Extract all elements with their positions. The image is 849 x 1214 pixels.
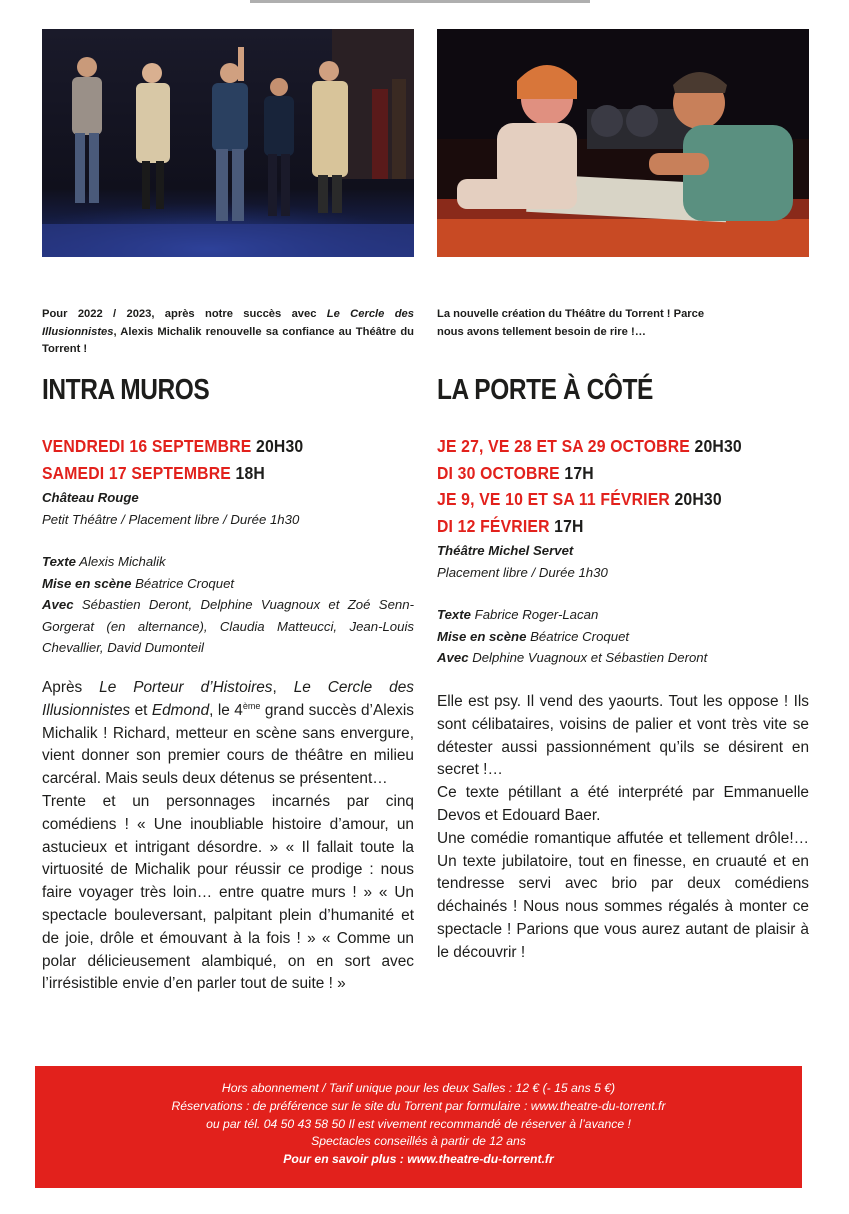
- phone-line: ou par tél. 04 50 43 58 50 Il est vivement recommandé de réserver à l’avance !: [206, 1116, 631, 1131]
- caption-intra-muros: Pour 2022 / 2023, après notre succès avec Le Cercle des Illusionnistes, Alexis Michalik renouvelle sa confiance au Théâtre du Torrent !: [42, 308, 415, 355]
- dates-block-la-porte-a-cote: [437, 433, 809, 669]
- description-paragraph: Ce texte pétillant a été interprété par Emmanuelle Devos et Edouard Baer.: [437, 784, 809, 824]
- pricing-line: Hors abonnement / Tarif unique pour les deux Salles : 12 € (- 15 ans 5 €): [221, 1081, 616, 1095]
- venue-intra-muros: Château Rouge Petit Théâtre / Placement libre / Durée 1h30: [42, 490, 300, 527]
- dates-block-intra-muros: [42, 433, 414, 659]
- credits-la-porte-a-cote: Texte Fabrice Roger-Lacan Mise en scène Béatrice Croquet Avec Delphine Vuagnoux et Sébastien Deront: [437, 607, 708, 665]
- description-paragraph: Elle est psy. Il vend des yaourts. Tout les oppose ! Ils sont célibataires, voisins de palier et vont très vite se détester aussi passionnément qu’ils se désirent en secret !…: [437, 693, 809, 779]
- description-paragraph: Trente et un personnages incarnés par cinq comédiens ! « Une inoubliable histoire d’amour, un astucieux et intrigant désordre. » « Il fallait toute la virtuosité de Michalik pour réussir ce prodige : nous faire voyager très loin… entre quatre murs ! » « Un spectacle bouleversant, palpitant plein d’humanité et de joie, drôle et émouvant à la fois ! » « Comme un polar délicieusement alambiqué, on en sort avec l’irrésistible envie d’en parler tout de suite ! »: [42, 792, 414, 993]
- more-info-link[interactable]: Pour en savoir plus : www.theatre-du-torrent.fr: [283, 1152, 554, 1167]
- date-line: JE 27, VE 28 ET SA 29 OCTOBRE 20H30: [437, 436, 742, 456]
- credits-intra-muros: Texte Alexis Michalik Mise en scène Béatrice Croquet Avec Sébastien Deront, Delphine Vuagnoux et Zoé Senn-Gorgerat (en alternance), Claudia Matteucci, Jean-Louis Chevallier, David Dumonteil: [42, 554, 414, 655]
- venue-la-porte-a-cote: Théâtre Michel Servet Placement libre / Durée 1h30: [437, 543, 608, 580]
- show-title-intra-muros: INTRA MUROS: [42, 374, 210, 406]
- description-paragraph: Une comédie romantique affutée et tellement drôle!… Un texte jubilatoire, tout en finesse, en cruauté et en tendresse servi avec brio par deux comédiens déchainés ! Nous nous sommes régalés à monter ce spectacle ! Parions que vous aurez autant de plaisir à le découvrir !: [437, 829, 809, 961]
- photo-intra-muros-cast: [42, 29, 414, 257]
- reservation-line: Réservations : de préférence sur le site du Torrent par formulaire : www.theatre-du-torrent.fr: [171, 1098, 666, 1113]
- date-line: DI 30 OCTOBRE 17H: [437, 462, 594, 483]
- caption-la-porte-a-cote: La nouvelle création du Théâtre du Torrent ! Parce nous avons tellement besoin de rire !…: [437, 308, 705, 338]
- show-column-la-porte-a-cote: [437, 0, 809, 1060]
- description-paragraph: Après Le Porteur d’Histoires, Le Cercle des Illusionnistes et Edmond, le 4ème grand succès d’Alexis Michalik ! Richard, metteur en scène sans envergure, vient donner son premier cours de théâtre en milieu carcéral. Mais seuls deux détenus se présentent…: [42, 679, 415, 788]
- date-line: DI 12 FÉVRIER 17H: [437, 515, 584, 536]
- info-banner: [35, 1066, 802, 1188]
- date-line: SAMEDI 17 SEPTEMBRE 18H: [42, 462, 265, 483]
- show-column-intra-muros: [42, 0, 414, 1060]
- age-advice-line: Spectacles conseillés à partir de 12 ans: [311, 1134, 526, 1149]
- photo-la-porte-a-cote-actors: [437, 29, 809, 257]
- description-intra-muros: [42, 677, 414, 996]
- date-line: JE 9, VE 10 ET SA 11 FÉVRIER 20H30: [437, 489, 722, 509]
- description-la-porte-a-cote: [437, 691, 809, 965]
- show-title-la-porte-a-cote: LA PORTE À CÔTÉ: [437, 374, 653, 406]
- date-line: VENDREDI 16 SEPTEMBRE 20H30: [42, 436, 304, 456]
